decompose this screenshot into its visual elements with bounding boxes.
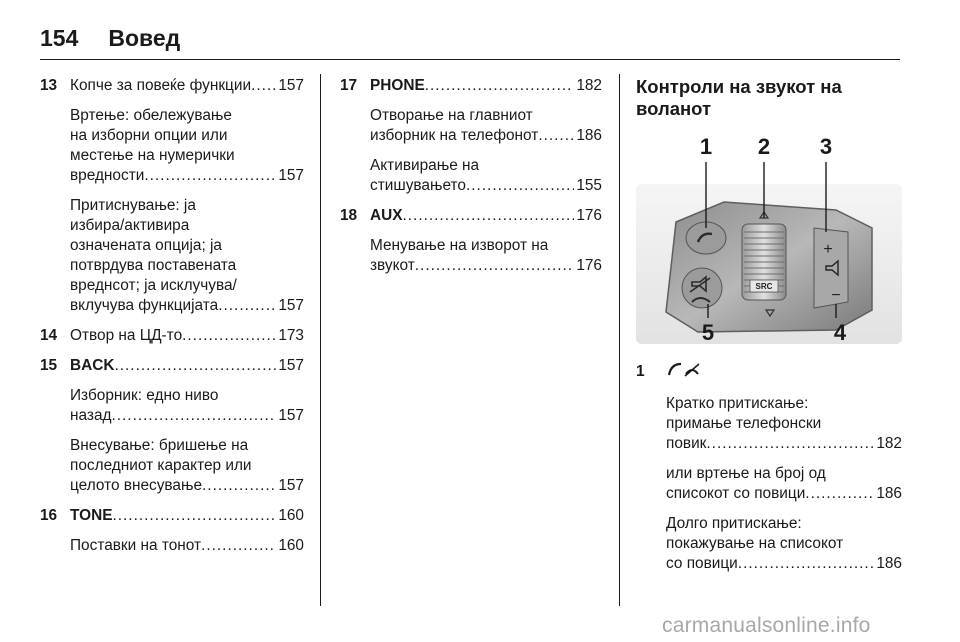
page-ref: 160: [278, 507, 304, 524]
entry-14: [40, 326, 304, 346]
entry-number: 15: [40, 357, 58, 374]
page-ref: 186: [876, 555, 902, 572]
callout-2: 2: [757, 134, 771, 159]
description: Притиснување: ја избира/активира означената опција; ја потврдува поставената вреднсот; ја исклучува/ вклучува функцијата ..... 157: [70, 196, 304, 316]
description: Кратко притискање: примање телефонски повик ..... 182: [666, 394, 902, 454]
page-ref: 157: [278, 407, 304, 424]
entry-number: 18: [340, 207, 358, 224]
page-ref: 186: [876, 485, 902, 502]
entry-15: [40, 356, 304, 496]
steering-wheel-controls-figure: [636, 132, 902, 346]
entry-c1: [636, 362, 902, 574]
description: Менување на изворот на звукот ..... 176: [370, 236, 602, 276]
volume-minus: −: [831, 287, 841, 304]
description: Изборник: едно ниво назад ..... 157: [70, 386, 304, 426]
dotted-line: изборник на телефонот ..... 186: [370, 126, 602, 146]
dotted-line: целото внесување ..... 157: [70, 476, 304, 496]
description: Отворање на главниот изборник на телефонот ..... 186: [370, 106, 602, 146]
page-ref: 157: [278, 297, 304, 314]
page-header: [40, 18, 180, 58]
dotted-line: Копче за повеќе функции ..... 157: [70, 76, 304, 96]
page-ref: 182: [576, 77, 602, 94]
callout-1: 1: [699, 134, 713, 159]
dotted-line: повик ..... 182: [666, 434, 902, 454]
phone-icons: [666, 365, 700, 382]
description: Вртење: обележување на изборни опции или местење на нумерички вредности ..... 157: [70, 106, 304, 186]
column-divider-1: [320, 74, 321, 606]
dotted-line: назад ..... 157: [70, 406, 304, 426]
phone-icon: [666, 362, 700, 378]
watermark: carmanualsonline.info: [662, 614, 871, 637]
dotted-line: списокот со повици ..... 186: [666, 484, 902, 504]
page-ref: 157: [278, 77, 304, 94]
dotted-line: Поставки на тонот ..... 160: [70, 536, 304, 556]
page-ref: 155: [576, 177, 602, 194]
section-title: Контроли на звукот на воланот: [636, 76, 842, 119]
dotted-line: вредности ..... 157: [70, 166, 304, 186]
src-label: SRC: [755, 282, 773, 291]
dotted-line: AUX ..... 176: [370, 206, 602, 226]
dotted-line: PHONE ..... 182: [370, 76, 602, 96]
dotted-line: BACK ..... 157: [70, 356, 304, 376]
page-ref: 160: [278, 537, 304, 554]
dotted-line: звукот ..... 176: [370, 256, 602, 276]
callout-3: 3: [819, 134, 833, 159]
column-3: [636, 76, 902, 584]
callout-4: 4: [833, 320, 847, 345]
page-ref: 176: [576, 257, 602, 274]
dotted-line: Отвор на ЦД-то ..... 173: [70, 326, 304, 346]
entry-17: [340, 76, 602, 196]
entry-number: 17: [340, 77, 358, 94]
column-divider-2: [619, 74, 620, 606]
page-ref: 157: [278, 167, 304, 184]
description: Долго притискање: покажување на списокот со повици ..... 186: [666, 514, 902, 574]
entry-number: 16: [40, 507, 58, 524]
entry-number: 13: [40, 77, 58, 94]
entry-number: 14: [40, 327, 58, 344]
page-ref: 186: [576, 127, 602, 144]
dotted-line: вклучува функцијата ..... 157: [70, 296, 304, 316]
dotted-line: TONE ..... 160: [70, 506, 304, 526]
page-ref: 157: [278, 357, 304, 374]
page-ref: 182: [876, 435, 902, 452]
volume-plus: +: [823, 241, 833, 258]
callout-5: 5: [701, 320, 715, 345]
description: [70, 536, 304, 556]
steering-wheel-illustration: [636, 132, 902, 346]
page-ref: 157: [278, 477, 304, 494]
description: Активирање на стишувањето ..... 155: [370, 156, 602, 196]
entry-13: [40, 76, 304, 316]
page-title: Вовед: [108, 24, 181, 51]
page-ref: 176: [576, 207, 602, 224]
page-ref: 173: [278, 327, 304, 344]
entry-16: [40, 506, 304, 556]
dotted-line: со повици ..... 186: [666, 554, 902, 574]
description: или вртење на број од списокот со повици ..... 186: [666, 464, 902, 504]
column-1: [40, 76, 304, 566]
entry-18: [340, 206, 602, 276]
column-2: [340, 76, 602, 286]
entry-number: 1: [636, 363, 645, 380]
description: Внесување: бришење на последниот карактер или целото внесување ..... 157: [70, 436, 304, 496]
header-rule: [40, 59, 900, 60]
page-number: 154: [40, 24, 79, 51]
dotted-line: стишувањето ..... 155: [370, 176, 602, 196]
